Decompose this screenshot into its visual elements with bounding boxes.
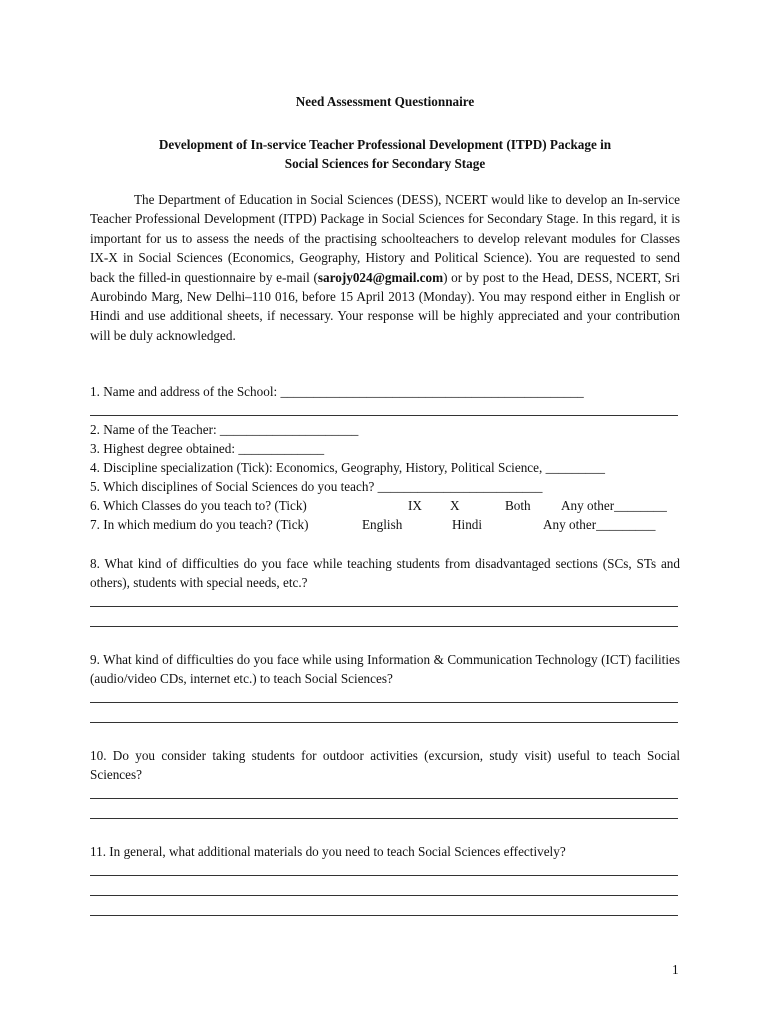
question-6-label: 6. Which Classes do you teach to? (Tick) [90, 498, 307, 513]
option-x: X [450, 498, 460, 513]
question-2: 2. Name of the Teacher: _____________________ [90, 422, 359, 437]
question-3: 3. Highest degree obtained: _____________ [90, 441, 325, 456]
answer-line [90, 875, 678, 876]
intro-text-2: ) or by post to the Head, DESS, NCERT, Sri Aurobindo Marg, New Delhi–110 016, before 15 April 2013 (Monday). You may respond either in English or Hindi and use additional sheets, if necessary. Your response will be highly appreciated and your contribution will be duly acknowledged. [90, 269, 680, 343]
answer-line [90, 626, 678, 627]
page-number: 1 [672, 962, 679, 977]
question-10: 10. Do you consider taking students for outdoor activities (excursion, study visit) useful to teach Social Sciences? [90, 748, 680, 783]
question-9: 9. What kind of difficulties do you face while using Information & Communication Technology (ICT) facilities (audio/video CDs, internet etc.) to teach Social Sciences? [90, 652, 680, 687]
answer-line [90, 915, 678, 916]
answer-line [90, 606, 678, 607]
question-7-label: 7. In which medium do you teach? (Tick) [90, 517, 309, 532]
question-5: 5. Which disciplines of Social Sciences do you teach? _________________________ [90, 479, 543, 494]
question-8: 8. What kind of difficulties do you face while teaching students from disadvantaged sections (SCs, STs and others), students with special needs, etc.? [90, 556, 680, 591]
option-ix: IX [408, 498, 422, 513]
question-1: 1. Name and address of the School: ______________________________________________ [90, 384, 584, 399]
option-english: English [362, 517, 403, 532]
question-4: 4. Discipline specialization (Tick): Economics, Geography, History, Political Science, _________ [90, 460, 605, 475]
subtitle-line-1: Development of In-service Teacher Professional Development (ITPD) Package in [158, 137, 612, 152]
answer-line [90, 415, 678, 416]
option-both: Both [505, 498, 531, 513]
document-subtitle [90, 135, 680, 173]
answer-line [90, 722, 678, 723]
option-any-other-medium: Any other_________ [543, 517, 656, 532]
answer-line [90, 895, 678, 896]
answer-line [90, 702, 678, 703]
contact-email: sarojy024@gmail.com [317, 269, 444, 285]
question-11: 11. In general, what additional materials do you need to teach Social Sciences effectively? [90, 844, 566, 859]
answer-line [90, 798, 678, 799]
subtitle-line-2: Social Sciences for Secondary Stage [284, 156, 486, 171]
intro-paragraph [90, 190, 680, 345]
answer-line [90, 818, 678, 819]
intro-text-1: The Department of Education in Social Sciences (DESS), NCERT would like to develop an In-service Teacher Professional Development (ITPD) Package in Social Sciences for Secondary Stage. In this regard, it is important for us to assess the needs of the practising schoolteachers to develop relevant modules for Classes IX-X in Social Sciences (Economics, Geography, History and Political Science). You are requested to send back the filled-in questionnaire by e-mail ( [90, 192, 680, 285]
document-title: Need Assessment Questionnaire [295, 94, 475, 109]
option-hindi: Hindi [452, 517, 483, 532]
option-any-other-class: Any other________ [561, 498, 667, 513]
